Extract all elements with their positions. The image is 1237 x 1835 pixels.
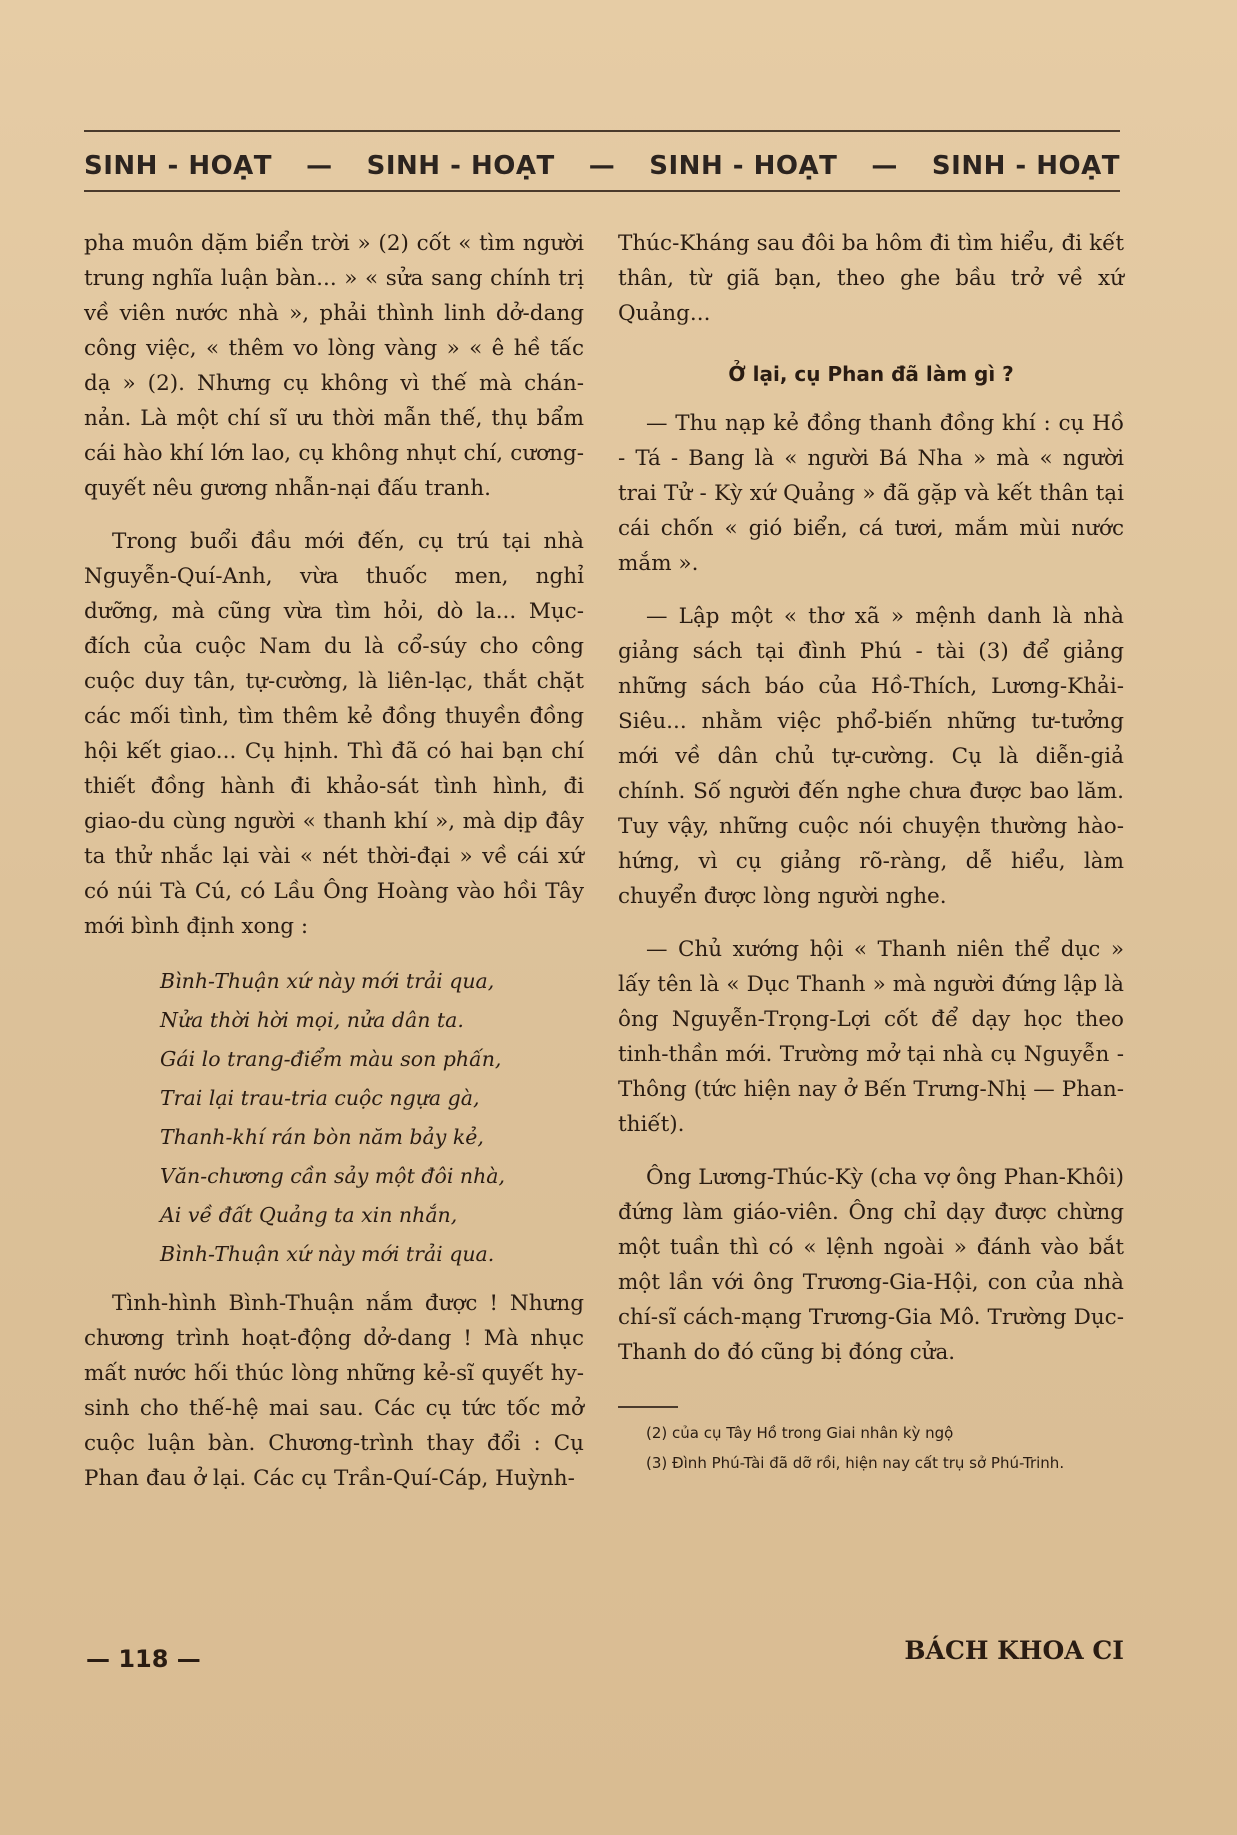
section-heading: Ở lại, cụ Phan đã làm gì ?	[728, 362, 1014, 386]
left-column	[84, 226, 584, 1514]
paragraph: Trong buổi đầu mới đến, cụ trú tại nhà Nguyễn-Quí-Anh, vừa thuốc men, nghỉ dưỡng, mà cũng vừa tìm hỏi, dò la... Mục-đích của cuộc Nam du là cổ-súy cho công cuộc duy tân, tự-cường, là liên-lạc, thắt chặt các mối tình, tìm thêm kẻ đồng thuyền đồng hội kết giao... Cụ hịnh. Thì đã có hai bạn chí thiết đồng hành đi khảo-sát tình hình, đi giao-du cùng người « thanh khí », mà dịp đây ta thử nhắc lại vài « nét thời-đại » về cái xứ có núi Tà Cú, có Lầu Ông Hoàng vào hồi Tây mới bình định xong :	[84, 529, 584, 939]
poem-line: Trai lại trau-tria cuộc ngựa gà,	[160, 1086, 480, 1110]
header-dash: —	[588, 151, 616, 181]
footnote: (2) của cụ Tây Hồ trong Giai nhân kỳ ngộ	[646, 1424, 954, 1442]
paragraph: Thúc-Kháng sau đôi ba hôm đi tìm hiểu, đi kết thân, từ giã bạn, theo ghe bầu trở về xứ Quảng...	[618, 231, 1124, 326]
paragraph: — Chủ xướng hội « Thanh niên thể dục » lấy tên là « Dục Thanh » mà người đứng lập là ông Nguyễn-Trọng-Lợi cốt để dạy học theo tinh-thần mới. Trường mở tại nhà cụ Nguyễn - Thông (tức hiện nay ở Bến Trưng-Nhị — Phan-thiết).	[618, 937, 1124, 1137]
paragraph: — Thu nạp kẻ đồng thanh đồng khí : cụ Hồ - Tá - Bang là « người Bá Nha » mà « người trai Tử - Kỳ xứ Quảng » đã gặp và kết thân tại cái chốn « gió biển, cá tươi, mắm mùi nước mắm ».	[618, 411, 1124, 576]
page-number: — 118 —	[86, 1645, 201, 1673]
header-dash: —	[871, 151, 898, 181]
paragraph: Tình-hình Bình-Thuận nắm được ! Nhưng chương trình hoạt-động dở-dang ! Mà nhục mất nước hối thúc lòng những kẻ-sĩ quyết hy-sinh cho thế-hệ mai sau. Các cụ tức tốc mở cuộc luận bàn. Chương-trình thay đổi : Cụ Phan đau ở lại. Các cụ Trần-Quí-Cáp, Huỳnh-	[84, 1291, 584, 1491]
poem-line: Nửa thời hời mọi, nửa dân ta.	[160, 1008, 464, 1032]
poem-line: Ai về đất Quảng ta xin nhắn,	[160, 1203, 458, 1227]
paragraph: pha muôn dặm biển trời » (2) cốt « tìm người trung nghĩa luận bàn... » « sửa sang chính trị về viên nước nhà », phải thình linh dở-dang công việc, « thêm vo lòng vàng » « ê hề tấc dạ » (2). Nhưng cụ không vì thế mà chán-nản. Là một chí sĩ ưu thời mẫn thế, thụ bẩm cái hào khí lớn lao, cụ không nhụt chí, cương-quyết nêu gương nhẫn-nại đấu tranh.	[84, 231, 584, 501]
poem-line: Văn-chương cần sảy một đôi nhà,	[160, 1164, 506, 1188]
poem-line: Bình-Thuận xứ này mới trải qua,	[160, 969, 495, 993]
header-word: SINH - HOẠT	[366, 151, 555, 181]
running-header	[84, 142, 1120, 190]
poem	[84, 962, 584, 1274]
header-word: SINH - HOẠT	[931, 151, 1120, 181]
paragraph: — Lập một « thơ xã » mệnh danh là nhà giảng sách tại đình Phú - tài (3) để giảng những sách báo của Hồ-Thích, Lương-Khải-Siêu... nhằm việc phổ-biến những tư-tưởng mới về dân chủ tự-cường. Cụ là diễn-giả chính. Số người đến nghe chưa được bao lăm. Tuy vậy, những cuộc nói chuyện thường hào-hứng, vì cụ giảng rõ-ràng, dễ hiểu, làm chuyển được lòng người nghe.	[618, 604, 1124, 909]
header-dash: —	[306, 151, 333, 181]
poem-line: Bình-Thuận xứ này mới trải qua.	[160, 1242, 495, 1266]
poem-line: Thanh-khí rán bòn năm bảy kẻ,	[160, 1125, 484, 1149]
journal-name: BÁCH KHOA CI	[904, 1636, 1124, 1665]
header-top-rule	[84, 130, 1120, 132]
paragraph: Ông Lương-Thúc-Kỳ (cha vợ ông Phan-Khôi) đứng làm giáo-viên. Ông chỉ dạy được chừng một tuần thì có « lệnh ngoài » đánh vào bắt một lần với ông Trương-Gia-Hội, con của nhà chí-sĩ cách-mạng Trương-Gia Mô. Trường Dục-Thanh do đó cũng bị đóng cửa.	[618, 1165, 1124, 1365]
poem-line: Gái lo trang-điểm màu son phấn,	[160, 1047, 502, 1071]
right-column	[618, 226, 1124, 1478]
footnote: (3) Đình Phú-Tài đã dỡ rồi, hiện nay cất trụ sở Phú-Trinh.	[646, 1454, 1065, 1472]
header-word: SINH - HOẠT	[84, 151, 273, 181]
header-bottom-rule	[84, 190, 1120, 192]
footnote-rule	[618, 1406, 678, 1408]
header-word: SINH - HOẠT	[649, 151, 838, 181]
